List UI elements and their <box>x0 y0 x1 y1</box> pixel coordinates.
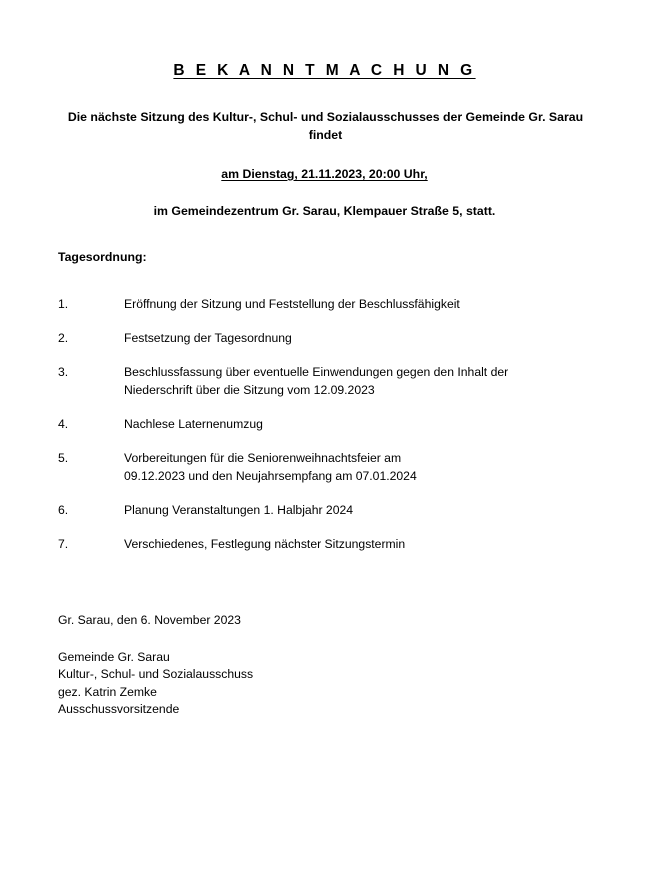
agenda-item-text <box>124 450 593 485</box>
agenda-item <box>0 485 649 519</box>
agenda-heading: Tagesordnung: <box>58 249 147 264</box>
agenda-item-number: 1. <box>58 296 69 311</box>
agenda-item <box>0 313 649 347</box>
agenda-item-text <box>124 502 593 519</box>
agenda-item-line2: Niederschrift über die Sitzung vom 12.09.2023 <box>124 382 375 397</box>
agenda-item-number: 5. <box>58 451 69 466</box>
page-title: B E K A N N T M A C H U N G <box>173 62 476 79</box>
agenda-item-line1: Planung Veranstaltungen 1. Halbjahr 2024 <box>124 502 354 517</box>
agenda-item-text <box>124 536 593 553</box>
closing-signer: gez. Katrin Zemke <box>58 684 157 699</box>
agenda-item-line1: Festsetzung der Tagesordnung <box>124 330 292 345</box>
agenda-item <box>0 433 649 485</box>
agenda-item <box>0 279 649 313</box>
meeting-intro-text: Die nächste Sitzung des Kultur-, Schul- und Sozialausschusses der Gemeinde Gr. Sarau findet <box>67 110 584 142</box>
agenda-item-number: 2. <box>58 330 69 345</box>
document-date: Gr. Sarau, den 6. November 2023 <box>58 612 241 627</box>
agenda-item <box>0 519 649 553</box>
agenda-item-number: 4. <box>58 416 69 431</box>
agenda-item-number: 3. <box>58 365 69 380</box>
agenda-item-text <box>124 416 593 433</box>
agenda-item-text <box>124 296 593 313</box>
agenda-item <box>0 399 649 433</box>
closing-municipality: Gemeinde Gr. Sarau <box>58 649 170 664</box>
agenda-item-line1: Vorbereitungen für die Seniorenweihnachtsfeier am <box>124 451 402 466</box>
agenda-item-line1: Beschlussfassung über eventuelle Einwendungen gegen den Inhalt der <box>124 365 509 380</box>
agenda-item-line1: Nachlese Laternenumzug <box>124 416 263 431</box>
signoff-block <box>0 554 649 719</box>
meeting-datetime-text: am Dienstag, 21.11.2023, 20:00 Uhr, <box>221 166 428 181</box>
closing-block <box>58 629 649 718</box>
closing-role: Ausschussvorsitzende <box>58 701 180 716</box>
agenda-item-line2: 09.12.2023 und den Neujahrsempfang am 07.01.2024 <box>124 468 417 483</box>
agenda-item-line1: Eröffnung der Sitzung und Feststellung der Beschlussfähigkeit <box>124 296 460 311</box>
agenda-item-text <box>124 330 593 347</box>
agenda-item <box>0 347 649 399</box>
meeting-location-text: im Gemeindezentrum Gr. Sarau, Klempauer Straße 5, statt. <box>153 203 496 218</box>
agenda-list <box>0 264 649 554</box>
agenda-item-text <box>124 364 593 399</box>
closing-committee: Kultur-, Schul- und Sozialausschuss <box>58 667 254 682</box>
agenda-item-line1: Verschiedenes, Festlegung nächster Sitzungstermin <box>124 537 406 552</box>
agenda-item-number: 6. <box>58 502 69 517</box>
agenda-item-number: 7. <box>58 537 69 552</box>
